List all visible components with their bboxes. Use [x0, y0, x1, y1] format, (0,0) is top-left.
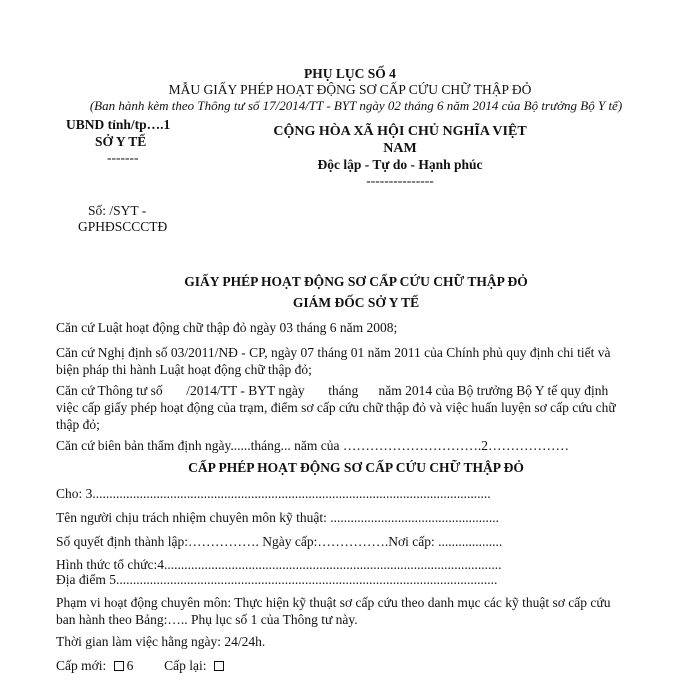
issuing-authority: GIÁM ĐỐC SỞ Y TẾ	[292, 295, 420, 310]
legal-basis-2: Căn cứ Nghị định số 03/2011/NĐ - CP, ngày 07 tháng 01 năm 2011 của Chính phủ quy định chi tiết và biện pháp thi hành Luật hoạt động chữ thập đỏ;	[56, 345, 611, 377]
reissue-checkbox[interactable]	[214, 661, 224, 671]
issued-note: (Ban hành kèm theo Thông tư số 17/2014/TT - BYT ngày 02 tháng 6 năm 2014 của Bộ trưởng Bộ Y tế)	[89, 98, 623, 113]
left-divider: -------	[107, 150, 139, 165]
reissue-label: Cấp lại:	[164, 658, 207, 673]
appendix-heading: PHỤ LỤC SỐ 4	[304, 66, 396, 81]
working-time: Thời gian làm việc hằng ngày: 24/24h.	[56, 634, 266, 649]
department-label: SỞ Y TẾ	[95, 134, 147, 149]
grant-title: CẤP PHÉP HOẠT ĐỘNG SƠ CẤP CỨU CHỮ THẬP ĐỎ	[188, 460, 524, 475]
legal-basis-1: Căn cứ Luật hoạt động chữ thập đỏ ngày 03 tháng 6 năm 2008;	[56, 320, 398, 335]
form-title: MẪU GIẤY PHÉP HOẠT ĐỘNG SƠ CẤP CỨU CHỮ THẬP ĐỎ	[168, 82, 532, 97]
new-issue-note: 6	[126, 658, 134, 673]
field-establishment-decision: Số quyết định thành lập:……………. Ngày cấp:…………….Nơi cấp: ...................	[56, 534, 503, 549]
legal-basis-4: Căn cứ biên bản thẩm định ngày......tháng... năm của ………………………….2………………	[56, 438, 569, 453]
license-title: GIẤY PHÉP HOẠT ĐỘNG SƠ CẤP CỨU CHỮ THẬP ĐỎ	[184, 274, 528, 289]
right-divider: ---------------	[366, 173, 434, 188]
legal-basis-3: Căn cứ Thông tư số /2014/TT - BYT ngày tháng năm 2014 của Bộ trưởng Bộ Y tế quy định việc cấp giấy phép hoạt động của trạm, điểm sơ cấp cứu chữ thập đỏ và việc huấn luyện sơ cấp cứu chữ thập đỏ;	[56, 383, 616, 432]
scope-of-activity: Phạm vi hoạt động chuyên môn: Thực hiện kỹ thuật sơ cấp cứu theo danh mục các kỹ thuật sơ cấp cứu ban hành theo Bảng:….. Phụ lục số 1 của Thông tư này.	[56, 595, 611, 627]
republic-name-cont: NAM	[383, 141, 417, 156]
issue-type-row	[56, 657, 640, 674]
national-motto: Độc lập - Tự do - Hạnh phúc	[317, 157, 483, 172]
document-number: Số: /SYT -	[88, 203, 147, 218]
republic-name: CỘNG HÒA XÃ HỘI CHỦ NGHĨA VIỆT	[273, 124, 527, 139]
field-recipient: Cho: 3......................................................................................................................	[56, 486, 491, 501]
field-location: Địa điểm 5.................................................................................................................	[56, 572, 498, 587]
ubnd-label: UBND tỉnh/tp….1	[66, 117, 171, 132]
field-organization-form: Hình thức tổ chức:4....................................................................................................	[56, 557, 502, 572]
new-issue-label: Cấp mới:	[56, 658, 107, 673]
new-issue-checkbox[interactable]	[114, 661, 124, 671]
field-responsible-person: Tên người chịu trách nhiệm chuyên môn kỹ thuật: ..................................................	[56, 510, 500, 525]
document-code: GPHĐSCCCTĐ	[78, 219, 168, 234]
